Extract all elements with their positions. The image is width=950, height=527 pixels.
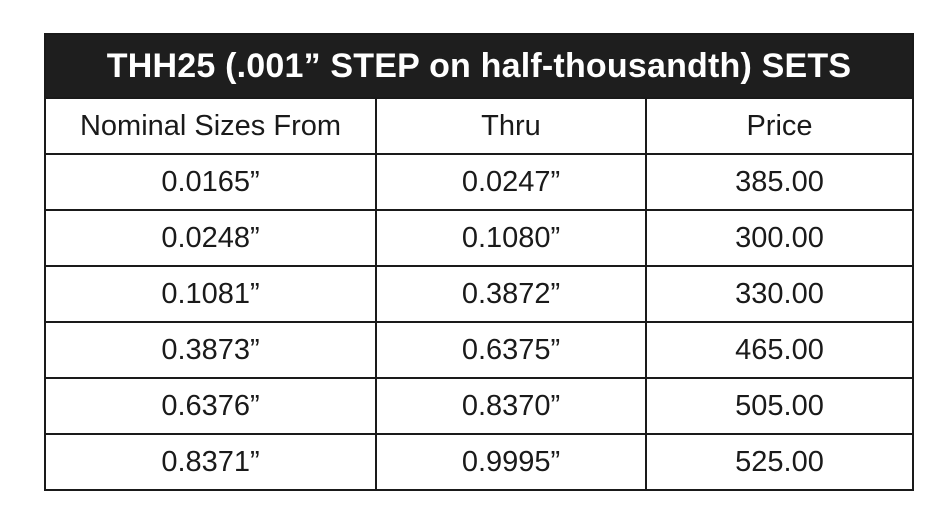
thru-cell: 0.3872” (376, 266, 646, 322)
thru-cell: 0.0247” (376, 154, 646, 210)
nominal-size-from-cell: 0.3873” (45, 322, 376, 378)
header-nominal-sizes-from: Nominal Sizes From (45, 98, 376, 154)
table-row (45, 154, 913, 210)
thru-cell: 0.6375” (376, 322, 646, 378)
table-row (45, 434, 913, 490)
price-cell: 465.00 (646, 322, 913, 378)
table-row (45, 378, 913, 434)
header-row (45, 98, 913, 154)
table-row (45, 322, 913, 378)
price-table (44, 33, 914, 491)
thru-cell: 0.1080” (376, 210, 646, 266)
nominal-size-from-cell: 0.8371” (45, 434, 376, 490)
table-title: THH25 (.001” STEP on half-thousandth) SETS (45, 34, 913, 98)
header-thru: Thru (376, 98, 646, 154)
table-row (45, 266, 913, 322)
price-cell: 300.00 (646, 210, 913, 266)
header-price: Price (646, 98, 913, 154)
price-cell: 330.00 (646, 266, 913, 322)
table-row (45, 210, 913, 266)
title-row (45, 34, 913, 98)
thru-cell: 0.9995” (376, 434, 646, 490)
nominal-size-from-cell: 0.6376” (45, 378, 376, 434)
nominal-size-from-cell: 0.1081” (45, 266, 376, 322)
price-cell: 505.00 (646, 378, 913, 434)
nominal-size-from-cell: 0.0165” (45, 154, 376, 210)
price-cell: 525.00 (646, 434, 913, 490)
nominal-size-from-cell: 0.0248” (45, 210, 376, 266)
thru-cell: 0.8370” (376, 378, 646, 434)
price-cell: 385.00 (646, 154, 913, 210)
